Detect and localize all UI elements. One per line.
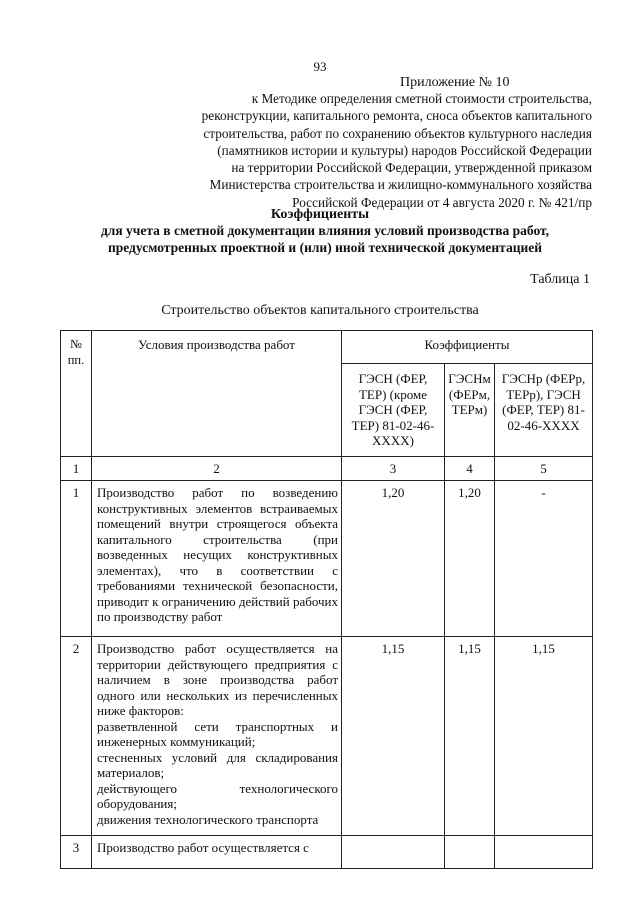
appendix-line: реконструкции, капитального ремонта, сноса объектов капитального — [201, 108, 592, 124]
document-title: Коэффициенты — [270, 207, 370, 222]
header-gesnm: ГЭСНм (ФЕРм, ТЕРм) — [445, 364, 495, 457]
index-cell: 2 — [92, 456, 342, 481]
row-value-gesnr: 1,15 — [495, 637, 593, 836]
subtitle-line: для учета в сметной документации влияния условий производства работ, — [100, 223, 550, 238]
index-cell: 1 — [61, 456, 92, 481]
row-value-gesnr — [495, 836, 593, 869]
index-cell: 3 — [342, 456, 445, 481]
section-title: Строительство объектов капитального строительства — [161, 303, 479, 318]
appendix-line: к Методике определения сметной стоимости строительства, — [251, 91, 592, 106]
row-value-gesn: 1,15 — [342, 637, 445, 836]
appendix-line: строительства, работ по сохранению объектов культурного наследия — [203, 125, 592, 141]
row-number: 3 — [61, 836, 92, 869]
condition-factor: стесненных условий для складирования материалов; — [97, 749, 338, 780]
row-value-gesnm — [445, 836, 495, 869]
appendix-title: Приложение № 10 — [400, 75, 510, 90]
condition-text: Производство работ осуществляется на территории действующего предприятия с наличием в зоне производства работ одного или нескольких из перечисленных ниже факторов: — [97, 641, 338, 718]
index-cell: 5 — [495, 456, 593, 481]
header-gesn: ГЭСН (ФЕР, ТЕР) (кроме ГЭСН (ФЕР, ТЕР) 81-02-46-XXXX) — [342, 364, 445, 457]
index-cell: 4 — [445, 456, 495, 481]
row-condition — [92, 637, 342, 836]
appendix-text — [172, 90, 592, 211]
table-row — [61, 481, 593, 637]
condition-factor: действующего технологического оборудования; — [97, 780, 338, 811]
row-value-gesn: 1,20 — [342, 481, 445, 637]
condition-factor: движения технологического транспорта — [97, 811, 319, 827]
subtitle-line: предусмотренных проектной и (или) иной технической документацией — [107, 239, 543, 255]
header-conditions: Условия производства работ — [92, 331, 342, 457]
row-value-gesnm: 1,15 — [445, 637, 495, 836]
header-coefficients: Коэффициенты — [342, 331, 593, 364]
appendix-line: Российской Федерации от 4 августа 2020 г. № 421/пр — [292, 194, 592, 210]
appendix-line: (памятников истории и культуры) народов Российской Федерации — [217, 142, 592, 158]
table-row — [61, 637, 593, 836]
row-number: 1 — [61, 481, 92, 637]
index-row — [61, 456, 593, 481]
row-value-gesnr: - — [495, 481, 593, 637]
table-label: Таблица 1 — [530, 272, 590, 287]
table-row — [61, 836, 593, 869]
document-subtitle — [60, 223, 590, 256]
header-number: № пп. — [61, 331, 92, 457]
coefficients-table — [60, 330, 593, 869]
row-condition — [92, 481, 342, 637]
appendix-line: на территории Российской Федерации, утвержденной приказом — [231, 160, 592, 176]
condition-factor: разветвленной сети транспортных и инженерных коммуникаций; — [97, 718, 338, 749]
row-number: 2 — [61, 637, 92, 836]
appendix-line: Министерства строительства и жилищно-коммунального хозяйства — [209, 177, 592, 193]
page-number: 93 — [313, 59, 327, 74]
header-gesnr: ГЭСНр (ФЕРр, ТЕРр), ГЭСН (ФЕР, ТЕР) 81-02-46-XXXX — [495, 364, 593, 457]
row-condition — [92, 836, 342, 869]
row-value-gesnm: 1,20 — [445, 481, 495, 637]
row-value-gesn — [342, 836, 445, 869]
condition-text: Производство работ по возведению конструктивных элементов встраиваемых помещений внутри строящегося объекта капитального строительства (при возведенных несущих конструктивных элементах), что в соответствии с требованиями технической безопасности, приводит к ограничению действий рабочих по производству работ — [97, 485, 338, 624]
condition-text: Производство работ осуществляется с — [97, 840, 309, 855]
